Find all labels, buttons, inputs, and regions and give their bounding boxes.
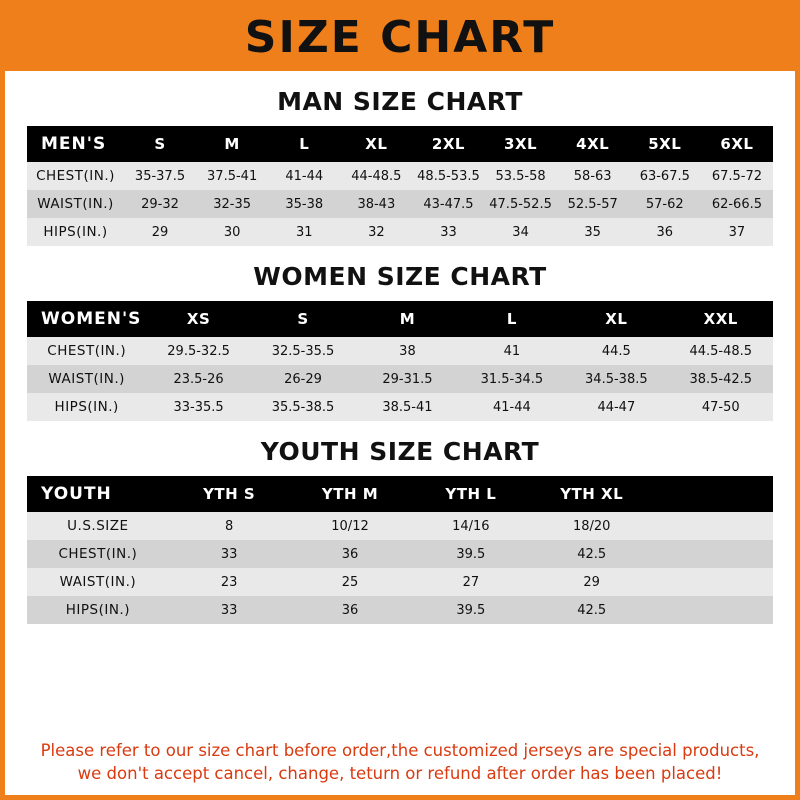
- col-header: S: [154, 135, 166, 153]
- cell: 38: [399, 343, 416, 359]
- cell: 23.5-26: [173, 371, 224, 387]
- row-label: WAIST(IN.): [59, 574, 137, 590]
- cell: 34.5-38.5: [585, 371, 648, 387]
- cell: 43-47.5: [423, 196, 474, 212]
- cell: 35-37.5: [134, 168, 186, 184]
- cell: 32: [368, 224, 385, 240]
- col-header: 6XL: [720, 135, 754, 153]
- cell: 33: [440, 224, 457, 240]
- cell: 39.5: [456, 546, 486, 562]
- col-header: YOUTH: [41, 484, 112, 504]
- cell: 36: [656, 224, 674, 240]
- cell: 35.5-38.5: [271, 399, 335, 415]
- cell: 42.5: [577, 546, 607, 562]
- cell: 44-48.5: [351, 168, 402, 184]
- youth-size-table: [27, 476, 773, 624]
- col-header: M: [399, 310, 416, 328]
- row-label: HIPS(IN.): [43, 224, 108, 240]
- row-label: WAIST(IN.): [37, 196, 114, 212]
- col-header: XS: [186, 310, 211, 328]
- col-header: 3XL: [504, 135, 538, 153]
- cell: 52.5-57: [567, 196, 618, 212]
- col-header: M: [224, 135, 240, 153]
- cell: 48.5-53.5: [417, 168, 480, 184]
- table-row: [27, 596, 773, 624]
- row-label: HIPS(IN.): [54, 399, 119, 415]
- cell: 8: [225, 518, 234, 534]
- women-size-table: [27, 301, 773, 421]
- col-header: YTH M: [321, 485, 379, 503]
- cell: 26-29: [284, 371, 322, 387]
- cell: 67.5-72: [711, 168, 763, 184]
- cell: 29-31.5: [382, 371, 433, 387]
- cell: 53.5-58: [495, 168, 546, 184]
- cell-spacer: [652, 568, 773, 596]
- col-header: XL: [365, 135, 388, 153]
- cell: 29.5-32.5: [167, 343, 230, 359]
- cell: 35: [584, 224, 601, 240]
- section-title-women: WOMEN SIZE CHART: [253, 262, 547, 291]
- cell: 29: [583, 574, 600, 590]
- col-header: S: [297, 310, 309, 328]
- cell: 36: [341, 546, 359, 562]
- cell: 41: [503, 343, 521, 359]
- col-header: L: [299, 135, 310, 153]
- cell: 57-62: [645, 196, 684, 212]
- table-row: [27, 540, 773, 568]
- col-header: YTH S: [203, 485, 256, 503]
- cell: 14/16: [452, 518, 490, 534]
- col-header: YTH L: [445, 485, 497, 503]
- row-label: CHEST(IN.): [36, 168, 115, 184]
- col-header-spacer: [652, 476, 773, 512]
- table-header-row: [27, 476, 773, 512]
- cell: 38.5-41: [382, 399, 433, 415]
- cell: 63-67.5: [639, 168, 690, 184]
- footer-line-1: Please refer to our size chart before order,the customized jerseys are special products,: [40, 741, 760, 761]
- section-title-youth: YOUTH SIZE CHART: [260, 437, 540, 466]
- cell: 37: [728, 224, 746, 240]
- col-header: 2XL: [431, 135, 465, 153]
- col-header: L: [506, 310, 517, 328]
- cell: 62-66.5: [711, 196, 763, 212]
- cell: 33: [220, 546, 238, 562]
- cell: 37.5-41: [207, 168, 258, 184]
- table-row: [27, 393, 773, 421]
- cell: 18/20: [572, 518, 611, 534]
- cell: 35-38: [285, 196, 324, 212]
- cell: 33-35.5: [173, 399, 224, 415]
- col-header: XXL: [703, 310, 738, 328]
- cell: 44.5: [601, 343, 631, 359]
- cell: 36: [341, 602, 359, 618]
- cell: 42.5: [577, 602, 607, 618]
- col-header: MEN'S: [41, 134, 107, 154]
- row-label: WAIST(IN.): [48, 371, 125, 387]
- cell: 32.5-35.5: [271, 343, 335, 359]
- cell: 33: [220, 602, 238, 618]
- cell-spacer: [652, 512, 773, 540]
- cell: 29: [151, 224, 169, 240]
- cell: 29-32: [141, 196, 179, 212]
- cell: 30: [223, 224, 241, 240]
- col-header: 4XL: [576, 135, 610, 153]
- table-row: [27, 162, 773, 190]
- cell: 39.5: [456, 602, 486, 618]
- cell: 47-50: [701, 399, 740, 415]
- table-row: [27, 365, 773, 393]
- cell-spacer: [652, 540, 773, 568]
- cell: 34: [512, 224, 529, 240]
- cell: 38-43: [357, 196, 396, 212]
- col-header: WOMEN'S: [41, 309, 142, 329]
- cell: 25: [341, 574, 359, 590]
- table-row: [27, 190, 773, 218]
- cell: 31.5-34.5: [480, 371, 544, 387]
- col-header: 5XL: [648, 135, 682, 153]
- col-header: YTH XL: [560, 485, 624, 503]
- header-band: [5, 5, 795, 71]
- cell: 27: [462, 574, 480, 590]
- cell: 41-44: [493, 399, 531, 415]
- row-label: HIPS(IN.): [65, 602, 130, 618]
- cell: 32-35: [213, 196, 252, 212]
- section-title-men: MAN SIZE CHART: [277, 87, 523, 116]
- col-header: XL: [605, 310, 628, 328]
- chart-content: [5, 71, 795, 795]
- cell: 58-63: [573, 168, 612, 184]
- cell: 44.5-48.5: [689, 343, 753, 359]
- table-row: [27, 337, 773, 365]
- row-label: U.S.SIZE: [67, 518, 129, 534]
- cell: 31: [295, 224, 313, 240]
- cell: 47.5-52.5: [489, 196, 552, 212]
- row-label: CHEST(IN.): [58, 546, 138, 562]
- table-row: [27, 218, 773, 246]
- cell: 44-47: [597, 399, 636, 415]
- cell: 38.5-42.5: [689, 371, 753, 387]
- cell: 10/12: [331, 518, 369, 534]
- table-header-row: [27, 126, 773, 162]
- cell-spacer: [652, 596, 773, 624]
- cell: 23: [220, 574, 238, 590]
- page-title: SIZE CHART: [244, 12, 556, 63]
- table-row: [27, 568, 773, 596]
- footer-note: [27, 732, 773, 795]
- cell: 41-44: [285, 168, 324, 184]
- footer-line-2: we don't accept cancel, change, teturn or refund after order has been placed!: [77, 763, 723, 783]
- table-row: [27, 512, 773, 540]
- table-header-row: [27, 301, 773, 337]
- row-label: CHEST(IN.): [47, 343, 127, 359]
- men-size-table: [27, 126, 773, 246]
